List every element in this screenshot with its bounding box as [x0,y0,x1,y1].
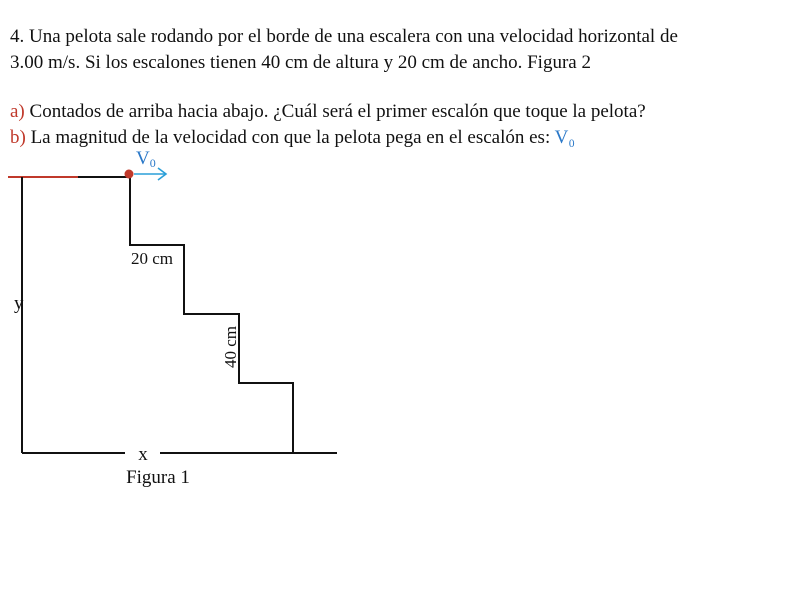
velocity-label: V0 [136,148,156,170]
question-a [10,101,646,123]
figure-caption: Figura 1 [126,467,190,488]
question-b-symbol: V₀ [554,127,575,148]
step-width-label: 20 cm [131,249,174,268]
question-b-text: La magnitud de la velocidad con que la pelota pega en el escalón es: [25,127,555,148]
question-b-marker: b) [10,127,26,148]
y-axis-label: y [14,293,24,314]
question-a-marker: a) [10,101,25,122]
staircase-figure [0,140,360,500]
staircase-outline [130,177,293,453]
step-height-label: 40 cm [221,325,240,369]
x-axis-label: x [138,444,148,465]
ball [125,170,134,179]
problem-statement-line-2: 3.00 m/s. Si los escalones tienen 40 cm de altura y 20 cm de ancho. Figura 2 [10,52,591,73]
question-a-text: Contados de arriba hacia abajo. ¿Cuál será el primer escalón que toque la pelota? [24,101,646,122]
problem-statement-line-1: 4. Una pelota sale rodando por el borde de una escalera con una velocidad horizontal de [10,26,678,47]
